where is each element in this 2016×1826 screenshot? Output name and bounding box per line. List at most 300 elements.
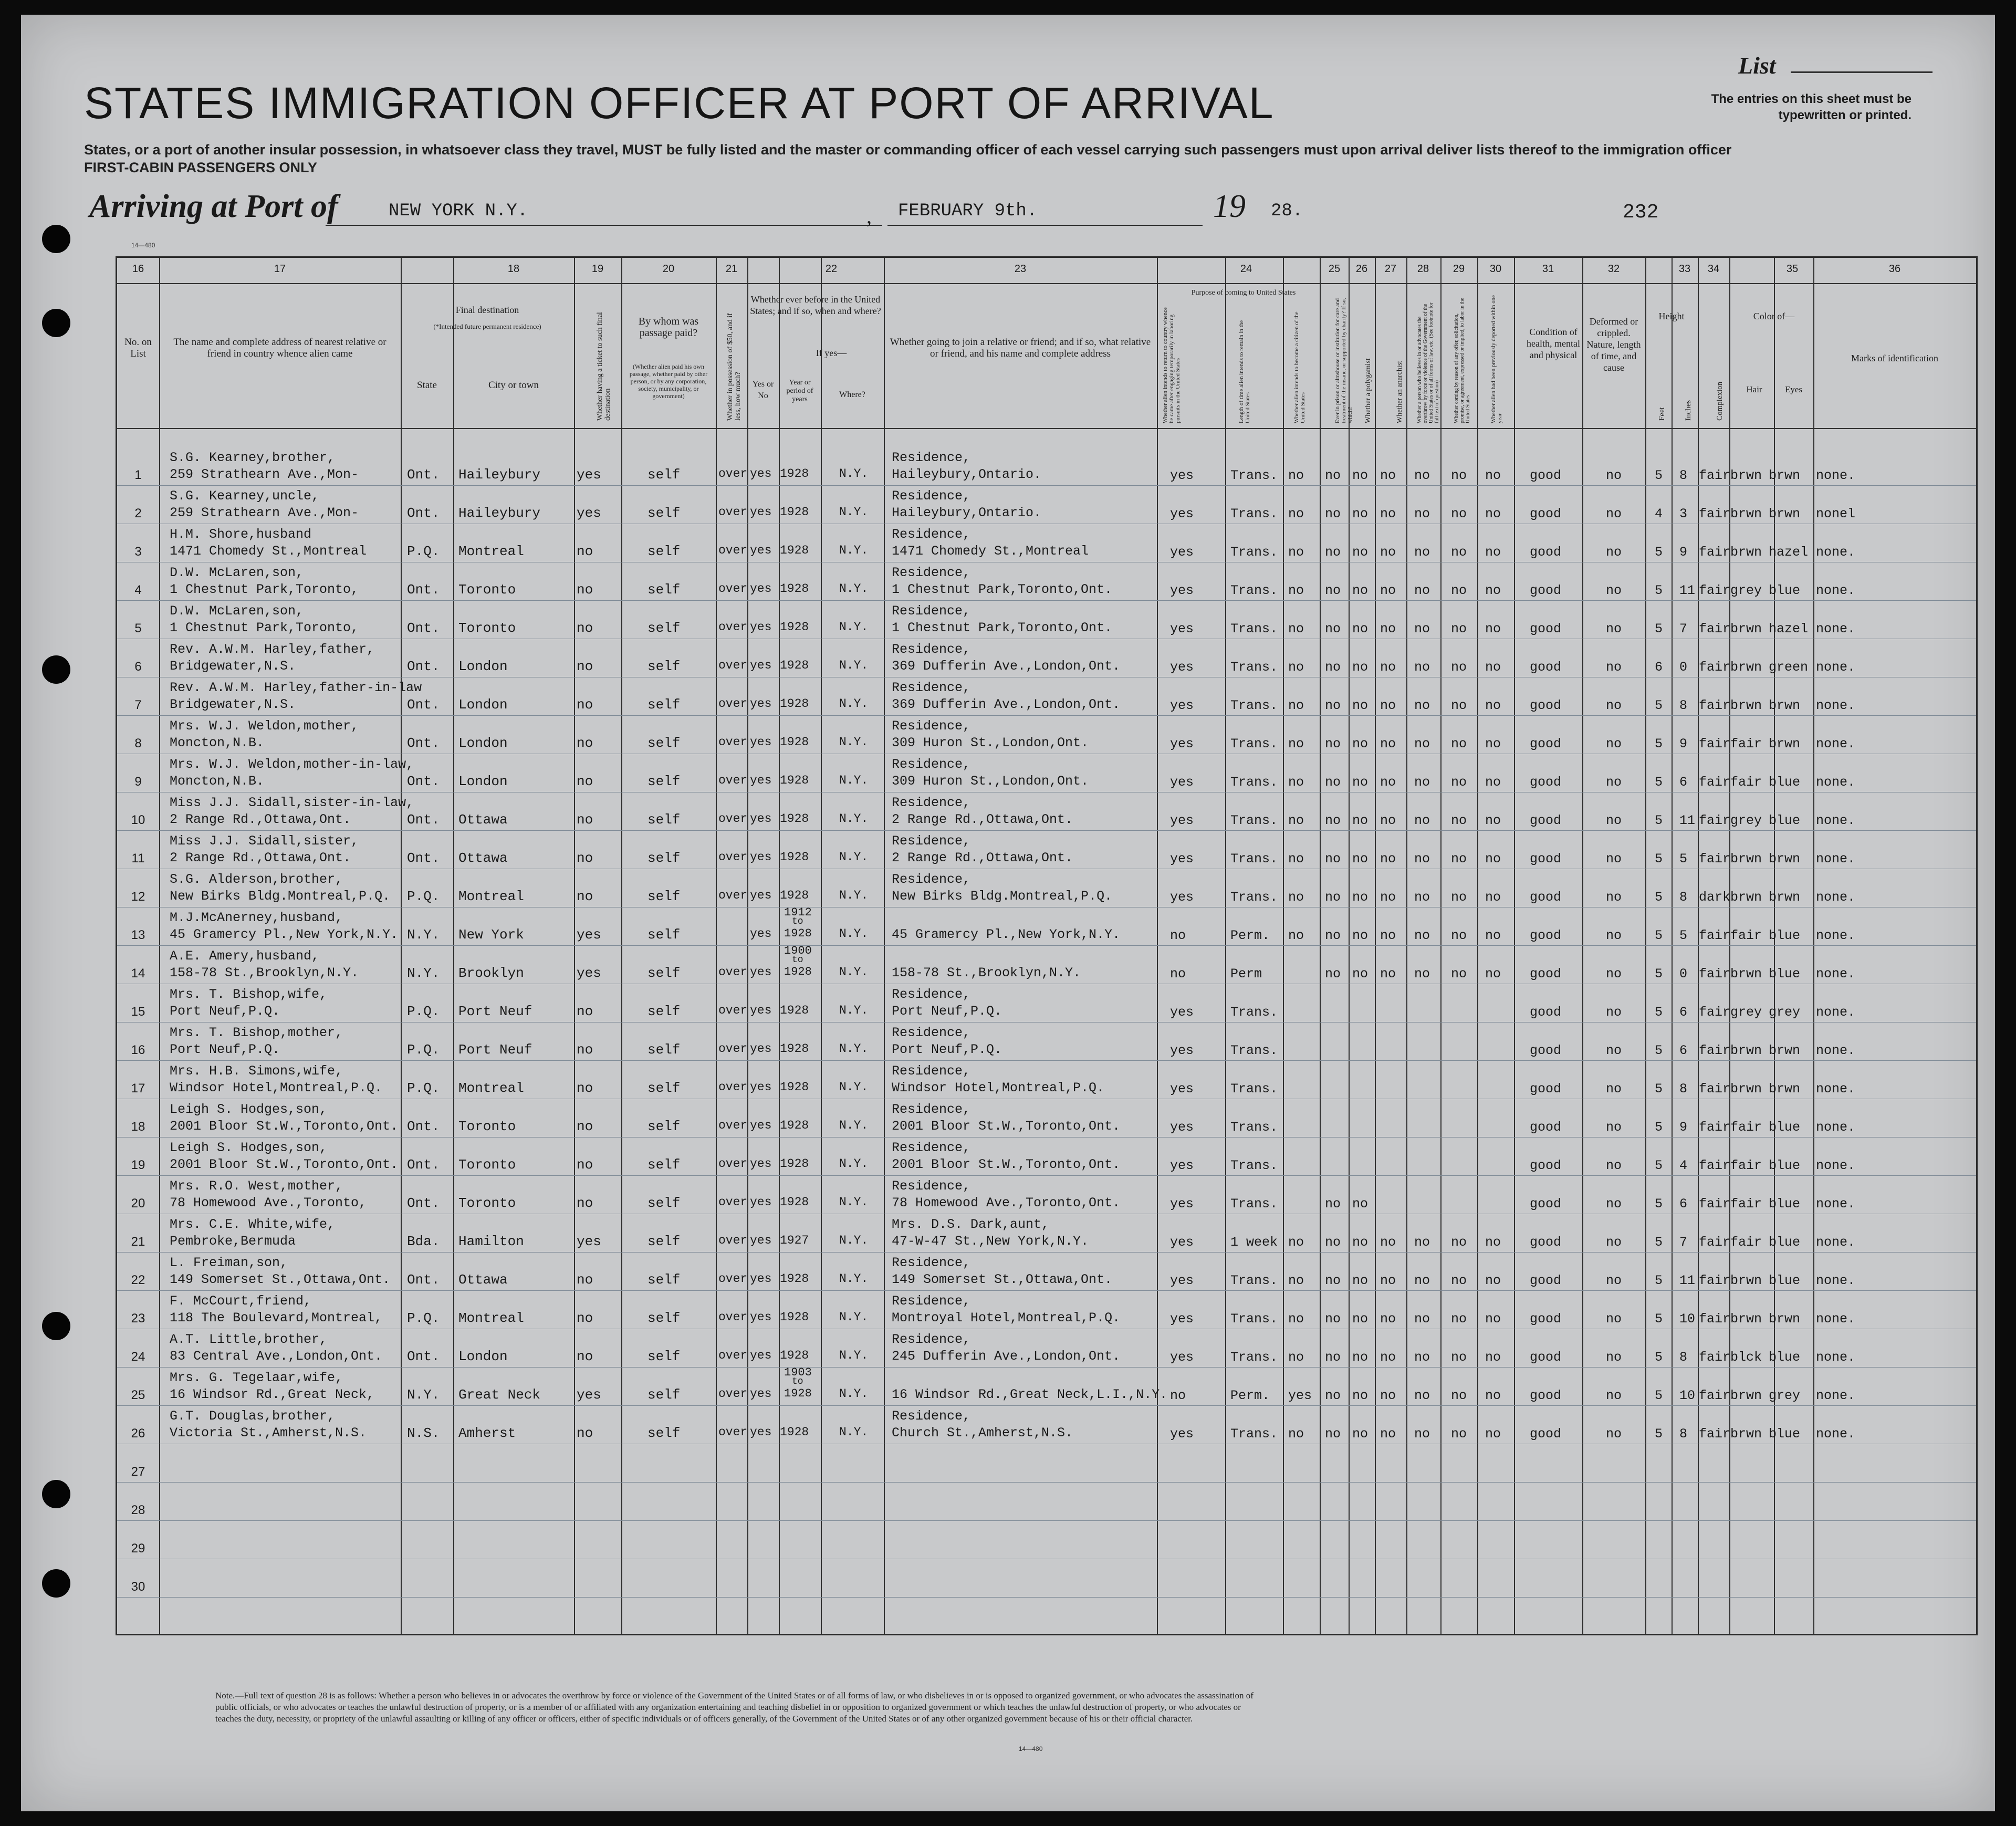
passage-paid: self xyxy=(647,1387,681,1403)
before-yes-no: yes xyxy=(750,1042,772,1056)
height-inches: 8 xyxy=(1679,1426,1688,1442)
hair-value: fair xyxy=(1730,1235,1762,1250)
header-marks: Marks of identification xyxy=(1851,353,1938,363)
purpose-citizen: no xyxy=(1288,1235,1304,1250)
row-number: 10 xyxy=(131,813,145,827)
before-year: 1928 xyxy=(780,697,809,711)
before-yes-no: yes xyxy=(750,659,772,672)
year-prefix: 19 xyxy=(1213,189,1246,224)
relative-name: Leigh S. Hodges,son, xyxy=(170,1102,328,1117)
height-feet: 5 xyxy=(1655,583,1663,598)
anarchist-value: no xyxy=(1380,813,1396,828)
header-possession: Whether in possession of $50, and if less, how much? xyxy=(726,313,742,421)
header-health: Condition of health, mental and physical xyxy=(1527,327,1580,360)
prison-value: no xyxy=(1325,660,1341,675)
anarchist-value: no xyxy=(1380,1350,1396,1365)
possession-value: over xyxy=(718,774,748,787)
height-inches: 3 xyxy=(1679,506,1688,521)
q29-value: no xyxy=(1451,1235,1467,1250)
q28-value: no xyxy=(1414,1426,1430,1442)
ticket-value: no xyxy=(577,544,593,559)
before-yes-no: yes xyxy=(750,1157,772,1171)
health-value: good xyxy=(1530,1235,1562,1250)
purpose-return: yes xyxy=(1170,1120,1194,1135)
relative-address: 16 Windsor Rd.,Great Neck, xyxy=(170,1387,375,1402)
header-purpose-a: Whether alien intends to return to country whence he came after engaging temporarily in laboring pursuits in the United States xyxy=(1162,307,1181,423)
q28-value: no xyxy=(1414,545,1430,560)
complexion-value: fair xyxy=(1699,1120,1731,1135)
row-number: 18 xyxy=(131,1120,145,1134)
eyes-value: blue xyxy=(1769,1196,1801,1212)
polygamist-value: no xyxy=(1352,736,1369,752)
purpose-length: Trans. xyxy=(1230,1311,1278,1327)
header-complexion: Complexion xyxy=(1716,381,1724,421)
instructions-line-1: States, or a port of another insular possession, in whatsoever class they travel, MUST be fully listed and the master or commanding officer of each vessel carrying such passengers must upon arrival deliver lists thereof to the immigration officer xyxy=(84,142,1732,158)
join-address: 309 Huron St.,London,Ont. xyxy=(892,735,1089,750)
purpose-return: yes xyxy=(1170,1350,1194,1365)
deformed-value: no xyxy=(1606,698,1622,713)
purpose-length: Trans. xyxy=(1230,660,1278,675)
deformed-value: no xyxy=(1606,506,1622,521)
join-address: Windsor Hotel,Montreal,P.Q. xyxy=(892,1080,1105,1095)
complexion-value: fair xyxy=(1699,660,1731,675)
relative-name: G.T. Douglas,brother, xyxy=(170,1408,336,1424)
complexion-value: fair xyxy=(1699,621,1731,637)
height-inches: 6 xyxy=(1679,1196,1688,1212)
hair-value: brwn xyxy=(1730,545,1762,560)
row-rule xyxy=(117,1290,1976,1291)
header-state: State xyxy=(417,380,437,391)
q29-value: no xyxy=(1451,966,1467,982)
row-number: 28 xyxy=(131,1503,145,1517)
passage-paid: self xyxy=(647,1119,681,1134)
relative-address: Windsor Hotel,Montreal,P.Q. xyxy=(170,1080,383,1095)
ticket-value: no xyxy=(577,1119,593,1134)
complexion-value: fair xyxy=(1699,1043,1731,1058)
passage-paid: self xyxy=(647,544,681,559)
height-feet: 5 xyxy=(1655,1005,1663,1020)
hair-value: grey xyxy=(1730,813,1762,828)
height-inches: 8 xyxy=(1679,1350,1688,1365)
purpose-length: Trans. xyxy=(1230,1196,1278,1212)
deformed-value: no xyxy=(1606,621,1622,637)
hair-value: fair xyxy=(1730,928,1762,943)
q29-value: no xyxy=(1451,1426,1467,1442)
purpose-return: yes xyxy=(1170,1005,1194,1020)
header-yes-no: Yes or No xyxy=(752,380,774,400)
passage-paid: self xyxy=(647,659,681,674)
prison-value: no xyxy=(1325,775,1341,790)
q29-value: no xyxy=(1451,660,1467,675)
purpose-return: yes xyxy=(1170,851,1194,867)
row-rule xyxy=(117,1137,1976,1138)
footnote-code: 14—480 xyxy=(1019,1745,1043,1752)
hair-value: brwn xyxy=(1730,1388,1762,1403)
height-inches: 0 xyxy=(1679,966,1688,982)
passage-paid: self xyxy=(647,582,681,598)
health-value: good xyxy=(1530,928,1562,943)
q29-value: no xyxy=(1451,1273,1467,1288)
deformed-value: no xyxy=(1606,736,1622,752)
column-number: 22 xyxy=(825,263,838,275)
before-where: N.Y. xyxy=(839,697,869,711)
relative-address: Port Neuf,P.Q. xyxy=(170,1042,280,1057)
before-year: 1928 xyxy=(780,774,809,787)
relative-address: 1 Chestnut Park,Toronto, xyxy=(170,582,359,597)
hair-value: brwn xyxy=(1730,506,1762,521)
join-address: 47-W-47 St.,New York,N.Y. xyxy=(892,1234,1089,1249)
column-divider xyxy=(1406,258,1407,1634)
prison-value: no xyxy=(1325,468,1341,483)
before-year: to xyxy=(792,955,803,965)
eyes-value: blue xyxy=(1769,1120,1801,1135)
destination-city: Montreal xyxy=(458,889,524,904)
hair-value: fair xyxy=(1730,1158,1762,1173)
deformed-value: no xyxy=(1606,1158,1622,1173)
hair-value: fair xyxy=(1730,775,1762,790)
possession-value: over xyxy=(718,582,748,596)
date-value: FEBRUARY 9th. xyxy=(898,201,1038,221)
header-q29: Whether coming by reason of any offer, solicitation, promise, or agreement, expressed or implied, to labor in the United States xyxy=(1454,298,1471,423)
join-address: 1471 Chomedy St.,Montreal xyxy=(892,544,1089,559)
before-where: N.Y. xyxy=(839,505,869,519)
column-divider xyxy=(1672,258,1673,1634)
before-year: 1928 xyxy=(780,582,809,596)
marks-value: none. xyxy=(1816,583,1856,598)
purpose-length: Trans. xyxy=(1230,621,1278,637)
q30-value: no xyxy=(1485,583,1501,598)
possession-value: over xyxy=(718,1195,748,1209)
marks-value: none. xyxy=(1816,890,1856,905)
punch-hole xyxy=(42,1480,70,1508)
before-where: N.Y. xyxy=(839,1349,869,1362)
row-rule xyxy=(117,1175,1976,1176)
column-number: 35 xyxy=(1786,263,1799,275)
relative-name: A.E. Amery,husband, xyxy=(170,948,320,964)
deformed-value: no xyxy=(1606,1388,1622,1403)
destination-state: N.Y. xyxy=(407,1387,440,1403)
q28-value: no xyxy=(1414,890,1430,905)
anarchist-value: no xyxy=(1380,698,1396,713)
q29-value: no xyxy=(1451,506,1467,521)
column-number: 32 xyxy=(1607,263,1620,275)
eyes-value: blue xyxy=(1769,1158,1801,1173)
q30-value: no xyxy=(1485,468,1501,483)
possession-value: over xyxy=(718,889,748,902)
passage-paid: self xyxy=(647,889,681,904)
join-relative: Residence, xyxy=(892,527,971,542)
hair-value: brwn xyxy=(1730,851,1762,867)
row-number: 26 xyxy=(131,1426,145,1441)
destination-state: Ont. xyxy=(407,850,440,866)
q29-value: no xyxy=(1451,928,1467,943)
header-final-destination-note: (*Intended future permanent residence) xyxy=(433,322,541,330)
before-yes-no: yes xyxy=(750,1119,772,1132)
prison-value: no xyxy=(1325,1273,1341,1288)
polygamist-value: no xyxy=(1352,1235,1369,1250)
eyes-value: blue xyxy=(1769,775,1801,790)
destination-city: Toronto xyxy=(458,582,516,598)
row-rule xyxy=(117,945,1976,946)
deformed-value: no xyxy=(1606,1350,1622,1365)
deformed-value: no xyxy=(1606,1311,1622,1327)
marks-value: none. xyxy=(1816,1426,1856,1442)
ticket-value: no xyxy=(577,1195,593,1211)
column-divider xyxy=(716,258,717,1634)
purpose-return: yes xyxy=(1170,1043,1194,1058)
deformed-value: no xyxy=(1606,1235,1622,1250)
polygamist-value: no xyxy=(1352,621,1369,637)
height-inches: 11 xyxy=(1679,813,1696,828)
relative-name: A.T. Little,brother, xyxy=(170,1332,328,1347)
health-value: good xyxy=(1530,1388,1562,1403)
complexion-value: fair xyxy=(1699,698,1731,713)
eyes-value: blue xyxy=(1769,1350,1801,1365)
relative-name: S.G. Alderson,brother, xyxy=(170,872,343,887)
purpose-length: Trans. xyxy=(1230,468,1278,483)
purpose-length: Trans. xyxy=(1230,890,1278,905)
join-relative: Residence, xyxy=(892,450,971,465)
marks-value: none. xyxy=(1816,1388,1856,1403)
row-rule xyxy=(117,1597,1976,1598)
health-value: good xyxy=(1530,775,1562,790)
purpose-return: yes xyxy=(1170,890,1194,905)
complexion-value: fair xyxy=(1699,1273,1731,1288)
polygamist-value: no xyxy=(1352,468,1369,483)
hair-value: brwn xyxy=(1730,468,1762,483)
ticket-value: no xyxy=(577,659,593,674)
purpose-citizen: no xyxy=(1288,506,1304,521)
before-where: N.Y. xyxy=(839,1119,869,1132)
before-where: N.Y. xyxy=(839,735,869,749)
complexion-value: fair xyxy=(1699,928,1731,943)
join-relative: Residence, xyxy=(892,718,971,734)
purpose-return: yes xyxy=(1170,775,1194,790)
prison-value: no xyxy=(1325,1388,1341,1403)
marks-value: none. xyxy=(1816,468,1856,483)
marks-value: none. xyxy=(1816,1235,1856,1250)
eyes-value: grey xyxy=(1769,1005,1801,1020)
ticket-value: yes xyxy=(577,1234,601,1249)
health-value: good xyxy=(1530,890,1562,905)
q28-value: no xyxy=(1414,621,1430,637)
purpose-return: yes xyxy=(1170,1196,1194,1212)
relative-address: 45 Gramercy Pl.,New York,N.Y. xyxy=(170,927,399,942)
punch-hole xyxy=(42,655,70,684)
join-relative: Residence, xyxy=(892,872,971,887)
polygamist-value: no xyxy=(1352,1350,1369,1365)
q29-value: no xyxy=(1451,698,1467,713)
row-number: 12 xyxy=(131,890,145,904)
health-value: good xyxy=(1530,851,1562,867)
height-feet: 5 xyxy=(1655,1120,1663,1135)
height-feet: 5 xyxy=(1655,698,1663,713)
q28-value: no xyxy=(1414,775,1430,790)
relative-address: 2 Range Rd.,Ottawa,Ont. xyxy=(170,850,351,865)
purpose-return: yes xyxy=(1170,1081,1194,1097)
before-yes-no: yes xyxy=(750,812,772,826)
eyes-value: brwn xyxy=(1769,1043,1801,1058)
complexion-value: fair xyxy=(1699,506,1731,521)
join-relative: Residence, xyxy=(892,642,971,657)
ticket-value: yes xyxy=(577,467,601,483)
manifest-sheet: List The entries on this sheet must be typewritten or printed. STATES IMMIGRATION OFFICER AT PORT OF ARRIVAL States, or a port of another insular possession, in whatsoever class they travel, MUST be fully listed and the master or commanding officer of each vessel carrying such passengers must upon arrival deliver lists thereof to the immigration officer FIRST-CABIN PASSENGERS ONLY Arriving at Port of NEW YORK N.Y. , FEBRUARY 9th. 19 28. 232 14—480 No. on List The name and complete address of nearest relative or friend in country whence alien came Final destination (*Intended future permanent residence) State City or town Whether having a ticket to such final destination By whom was passage paid? (Whether alien paid his own passage, whether paid by other person, or by any corporation, society, municipality, or government) Whether in possession of $50, and if less, how much? Whether ever before in the United States; and if so, when and where? Yes or No If yes— Year or period of years Where? Whether going to join a relative or friend; and if so, what relative or friend, and his name and complete address Purpose of coming to United States Whether alien intends to return to country whence he came after engaging temporarily in laboring pursuits in the United States Length of time alien intends to remain in the United States Whether alien intends to become a citizen of the United States Ever in prison or almshouse or institution for care and treatment of the insane, or supported by charity? If so, which? Whether a polygamist Whether an anarchist Whether a person who believes in or advocates the overthrow by force or violence of the Government of the United States or of all forms of law, etc. (See footnote for full text of question) Whether coming by reason of any offer, solicitation, promise, or agreement, expressed or implied, to labor in the United States Whether alien had been previously deported within one year Condition of health, mental and physical Deformed or crippled. Nature, length of time, and cause Height Feet Inches Complexion Color of— Hair Eyes Marks of identification 16 17 18 19 20 21 22 23 24 25 26 27 28 29 30 31 32 33 34 35 36 1 S.G. Kearney,brother, 259 Strathearn Ave.,Mon- Ont. Haileybury yes self over yes 1928 N.Y. Residence, Haileybury,Ontario. yes Trans. no no no no no no no good no 5 8 fair brwn brwn none. 2 S.G. Kearney,uncle, 259 Strathearn Ave.,Mon- Ont. Haileybury yes self over yes 1928 N.Y. Residence, Haileybury,Ontario. yes Trans. no no no no no no no good no 4 3 fair brwn brwn nonel 3 H.M. Shore,husband 1471 Chomedy St.,Montreal P.Q. Montreal no self over yes 1928 N.Y. Residence, 1471 Chomedy St.,Montreal yes Trans. no no no no no no no good no 5 9 fair brwn hazel none. 4 D.W. McLaren,son, 1 Chestnut Park,Toronto, Ont. Toronto no self over yes 1928 N.Y. Residence, 1 Chestnut Park,Toronto,Ont. yes Trans. no no no no no no no good no 5 11 fair grey blue none. 5 D.W. McLaren,son, 1 Chestnut Park,Toronto, Ont. Toronto no self over yes 1928 N.Y. Residence, 1 Chestnut Park,Toronto,Ont. yes Trans. no no no no no no no good no 5 7 fair brwn hazel none. 6 Rev. A.W.M. Harley,father, Bridgewater,N.S. Ont. London no self over yes 1928 N.Y. Residence, 369 Dufferin Ave.,London,Ont. yes Trans. no no no no no no no good no 6 0 fair brwn green none. 7 Rev. A.W.M. Harley,father-in-law Bridgewater,N.S. Ont. London no self over yes 1928 N.Y. Residence, 369 Dufferin Ave.,London,Ont. yes Trans. no no no no no no no good no 5 8 fair brwn brwn none. 8 Mrs. W.J. Weldon,mother, Moncton,N.B. Ont. London no self over yes 1928 N.Y. Residence, 309 Huron St.,London,Ont. yes Trans. no no no no no no no good no 5 9 fair fair brwn none. 9 Mrs. W.J. Weldon,mother-in-law, Moncton,N.B. Ont. London no self over yes 1928 N.Y. Residence, 309 Huron St.,London,Ont. yes Trans. no no no no no no no good no 5 6 fair fair blue none. 10 Miss J.J. Sidall,sister-in-law, 2 Range Rd.,Ottawa,Ont. Ont. Ottawa no self over yes 1928 N.Y. Residence, 2 Range Rd.,Ottawa,Ont. yes Trans. no no no no no no no good no 5 11 fair grey blue none. 11 Miss J.J. Sidall,sister, 2 Range Rd.,Ottawa,Ont. Ont. Ottawa no self over yes 1928 N.Y. Residence, 2 Range Rd.,Ottawa,Ont. yes Trans. no no no no no no no good no 5 5 fair brwn brwn none. 12 S.G. Alderson,brother, New Birks Bldg.Montreal,P.Q. P.Q. Montreal no self over yes 1928 N.Y. Residence, New Birks Bldg.Montreal,P.Q. yes Trans. no no no no no no no good no 5 8 dark brwn brwn none. 13 M.J.McAnerney,husband, 45 Gramercy Pl.,New York,N.Y. N.Y. New York yes self yes 1912 to 1928 N.Y. 45 Gramercy Pl.,New York,N.Y. no Perm. no no no no no no no good no 5 5 fair fair blue none. 14 A.E. Amery,husband, 158-78 St.,Brooklyn,N.Y. N.Y. Brooklyn yes self over yes 1900 to 1928 N.Y. 158-78 St.,Brooklyn,N.Y. no Perm no no no no no no good no 5 0 fair brwn blue none. 15 Mrs. T. Bishop,wife, Port Neuf,P.Q. P.Q. Port Neuf no self over yes 1928 N.Y. Residence, Port Neuf,P.Q. yes Trans. good no 5 6 fair grey grey none. 16 Mrs. T. Bishop,mother, Port Neuf,P.Q. P.Q. Port Neuf no self over yes 1928 N.Y. Residence, Port Neuf,P.Q. yes Trans. good no 5 6 fair brwn brwn none. 17 Mrs. H.B. Simons,wife, Windsor Hotel,Montreal,P.Q. P.Q. Montreal no self over yes 1928 N.Y. Residence, Windsor Hotel,Montreal,P.Q. yes Trans. good no 5 8 fair brwn brwn none. 18 Leigh S. Hodges,son, 2001 Bloor St.W.,Toronto,Ont. Ont. Toronto no self over yes 1928 N.Y. Residence, 2001 Bloor St.W.,Toronto,Ont. yes Trans. good no 5 9 fair fair blue none. 19 Leigh S. Hodges,son, 2001 Bloor St.W.,Toronto,Ont. Ont. Toronto no self over yes 1928 N.Y. Residence, 2001 Bloor St.W.,Toronto,Ont. yes Trans. good no 5 4 fair fair blue none. 20 Mrs. R.O. West,mother, 78 Homewood Ave.,Toronto, Ont. Toronto no self over yes 1928 N.Y. Residence, 78 Homewood Ave.,Toronto,Ont. yes Trans. no no good no 5 6 fair fair blue none. 21 Mrs. C.E. White,wife, Pembroke,Bermuda Bda. Hamilton yes self over yes 1927 N.Y. Mrs. D.S. Dark,aunt, 47-W-47 St.,New York,N.Y. yes 1 week no no no no no no no good no 5 7 fair fair blue none. 22 L. Freiman,son, 149 Somerset St.,Ottawa,Ont. Ont. Ottawa no self over yes 1928 N.Y. Residence, 149 Somerset St.,Ottawa,Ont. yes Trans. no no no no no no no good no 5 11 fair brwn blue none. 23 F. McCourt,friend, 118 The Boulevard,Montreal, P.Q. Montreal no self over yes 1928 N.Y. Residence, Montroyal Hotel,Montreal,P.Q. yes Trans. no no no no no no no good no 5 10 fair brwn brwn none. 24 A.T. Little,brother, 83 Central Ave.,London,Ont. Ont. London no self over yes 1928 N.Y. Residence, 245 Dufferin Ave.,London,Ont. yes Trans. no no no no no no no good no 5 8 fair blck blue none. 25 Mrs. G. Tegelaar,wife, 16 Windsor Rd.,Great Neck, N.Y. Great Neck yes self over yes 1903 to 1928 N.Y. 16 Windsor Rd.,Great Neck,L.I.,N.Y. no Perm. yes no no no no no no good no 5 10 fair brwn grey none. 26 G.T. Douglas,brother, Victoria St.,Amherst,N.S. N.S. Amherst no self over yes 1928 N.Y. Residence, Church St.,Amherst,N.S. yes Trans. no no no no no no no good no 5 8 fair brwn blue none. 27 28 29 30 Note.—Full text of question 28 is as follows: Whether a person who believes in or advocates the overthrow by force or violence of the Government of the United States or of all forms of law, or who disbelieves in or is opposed to organized government, or who advocates the assassination of public officials, or who advocates or teaches the unlawful destruction of property, or is a member of or affiliated with any organization entertaining and teaching disbelief in or opposition to organized government or which teaches the unlawful destruction of property, or who advocates or teaches the duty, necessity, or propriety of the unlawful assaulting or killing of any officer or officers, either of specific individuals or of officers generally, of the Government of the United States or of any other organized government because of his or their official character. 14—480 xyxy=(21,15,1995,1811)
possession-value: over xyxy=(718,620,748,634)
ticket-value: no xyxy=(577,1157,593,1173)
purpose-citizen: no xyxy=(1288,813,1304,828)
ticket-value: no xyxy=(577,582,593,598)
punch-hole xyxy=(42,1569,70,1598)
header-hair: Hair xyxy=(1746,384,1762,394)
anarchist-value: no xyxy=(1380,506,1396,521)
deformed-value: no xyxy=(1606,1043,1622,1058)
eyes-value: green xyxy=(1769,660,1809,675)
q29-value: no xyxy=(1451,621,1467,637)
before-year: to xyxy=(792,916,803,927)
purpose-return: yes xyxy=(1170,660,1194,675)
hair-value: brwn xyxy=(1730,660,1762,675)
row-rule xyxy=(117,715,1976,716)
q30-value: no xyxy=(1485,813,1501,828)
destination-city: London xyxy=(458,774,508,789)
height-inches: 9 xyxy=(1679,545,1688,560)
height-inches: 11 xyxy=(1679,1273,1696,1288)
row-number: 1 xyxy=(134,468,142,482)
marks-value: none. xyxy=(1816,1081,1856,1097)
row-rule xyxy=(117,1520,1976,1521)
destination-city: Montreal xyxy=(458,544,524,559)
purpose-citizen: no xyxy=(1288,1426,1304,1442)
before-yes-no: yes xyxy=(750,774,772,787)
marks-value: none. xyxy=(1816,928,1856,943)
possession-value: over xyxy=(718,1119,748,1132)
purpose-citizen: no xyxy=(1288,583,1304,598)
anarchist-value: no xyxy=(1380,775,1396,790)
anarchist-value: no xyxy=(1380,545,1396,560)
relative-name: D.W. McLaren,son, xyxy=(170,603,304,619)
possession-value: over xyxy=(718,965,748,979)
q28-value: no xyxy=(1414,813,1430,828)
height-feet: 5 xyxy=(1655,1158,1663,1173)
before-where: N.Y. xyxy=(839,889,869,902)
column-divider xyxy=(1514,258,1515,1634)
q29-value: no xyxy=(1451,1350,1467,1365)
relative-name: Leigh S. Hodges,son, xyxy=(170,1140,328,1155)
purpose-length: Trans. xyxy=(1230,813,1278,828)
health-value: good xyxy=(1530,660,1562,675)
destination-state: P.Q. xyxy=(407,1042,440,1058)
purpose-return: no xyxy=(1170,1388,1186,1403)
purpose-length: Trans. xyxy=(1230,1273,1278,1288)
purpose-length: Trans. xyxy=(1230,506,1278,521)
column-divider xyxy=(1440,258,1442,1634)
marks-value: none. xyxy=(1816,966,1856,982)
manifest-table xyxy=(116,256,1978,1635)
q30-value: no xyxy=(1485,775,1501,790)
height-inches: 8 xyxy=(1679,468,1688,483)
join-relative: Residence, xyxy=(892,603,971,619)
before-yes-no: yes xyxy=(750,1387,772,1401)
relative-name: S.G. Kearney,uncle, xyxy=(170,488,320,504)
passage-paid: self xyxy=(647,774,681,789)
row-number: 23 xyxy=(131,1311,145,1326)
destination-state: Ont. xyxy=(407,505,440,521)
anarchist-value: no xyxy=(1380,1426,1396,1442)
join-address: 245 Dufferin Ave.,London,Ont. xyxy=(892,1349,1121,1364)
column-divider xyxy=(401,258,402,1634)
before-where: N.Y. xyxy=(839,659,869,672)
marks-value: nonel xyxy=(1816,506,1856,521)
row-number: 7 xyxy=(134,698,142,712)
q29-value: no xyxy=(1451,775,1467,790)
possession-value: over xyxy=(718,1157,748,1171)
possession-value: over xyxy=(718,697,748,711)
column-divider xyxy=(1320,258,1321,1634)
destination-city: Brooklyn xyxy=(458,965,524,981)
anarchist-value: no xyxy=(1380,1311,1396,1327)
eyes-value: hazel xyxy=(1769,621,1809,637)
destination-city: London xyxy=(458,659,508,674)
hair-value: fair xyxy=(1730,1196,1762,1212)
health-value: good xyxy=(1530,1311,1562,1327)
before-where: N.Y. xyxy=(839,927,869,941)
column-number: 25 xyxy=(1328,263,1341,275)
row-rule xyxy=(117,600,1976,601)
before-year: 1928 xyxy=(780,889,809,902)
prison-value: no xyxy=(1325,621,1341,637)
join-address: Haileybury,Ontario. xyxy=(892,505,1042,520)
relative-address: Moncton,N.B. xyxy=(170,735,265,750)
height-feet: 5 xyxy=(1655,928,1663,943)
height-feet: 5 xyxy=(1655,1388,1663,1403)
column-divider xyxy=(1645,258,1646,1634)
join-address: 2 Range Rd.,Ottawa,Ont. xyxy=(892,850,1073,865)
q30-value: no xyxy=(1485,1235,1501,1250)
polygamist-value: no xyxy=(1352,813,1369,828)
purpose-return: yes xyxy=(1170,813,1194,828)
header-ticket: Whether having a ticket to such final destination xyxy=(596,312,612,421)
before-year: 1928 xyxy=(780,850,809,864)
health-value: good xyxy=(1530,583,1562,598)
relative-address: 259 Strathearn Ave.,Mon- xyxy=(170,467,359,482)
ticket-value: no xyxy=(577,1272,593,1288)
q29-value: no xyxy=(1451,890,1467,905)
marks-value: none. xyxy=(1816,1005,1856,1020)
polygamist-value: no xyxy=(1352,1311,1369,1327)
q28-value: no xyxy=(1414,1350,1430,1365)
join-relative: Residence, xyxy=(892,1063,971,1079)
eyes-value: blue xyxy=(1769,966,1801,982)
q29-value: no xyxy=(1451,468,1467,483)
marks-value: none. xyxy=(1816,851,1856,867)
join-address: 1 Chestnut Park,Toronto,Ont. xyxy=(892,620,1113,635)
row-number: 21 xyxy=(131,1235,145,1249)
join-relative: Residence, xyxy=(892,1102,971,1117)
eyes-value: brwn xyxy=(1769,890,1801,905)
eyes-value: brwn xyxy=(1769,506,1801,521)
q28-value: no xyxy=(1414,736,1430,752)
height-inches: 7 xyxy=(1679,621,1688,637)
destination-state: Ont. xyxy=(407,1272,440,1288)
marks-value: none. xyxy=(1816,1158,1856,1173)
complexion-value: dark xyxy=(1699,890,1731,905)
ticket-value: yes xyxy=(577,965,601,981)
row-number: 4 xyxy=(134,583,142,597)
destination-state: N.Y. xyxy=(407,927,440,943)
ticket-value: no xyxy=(577,850,593,866)
join-relative: Residence, xyxy=(892,1255,971,1270)
column-divider xyxy=(884,258,885,1634)
